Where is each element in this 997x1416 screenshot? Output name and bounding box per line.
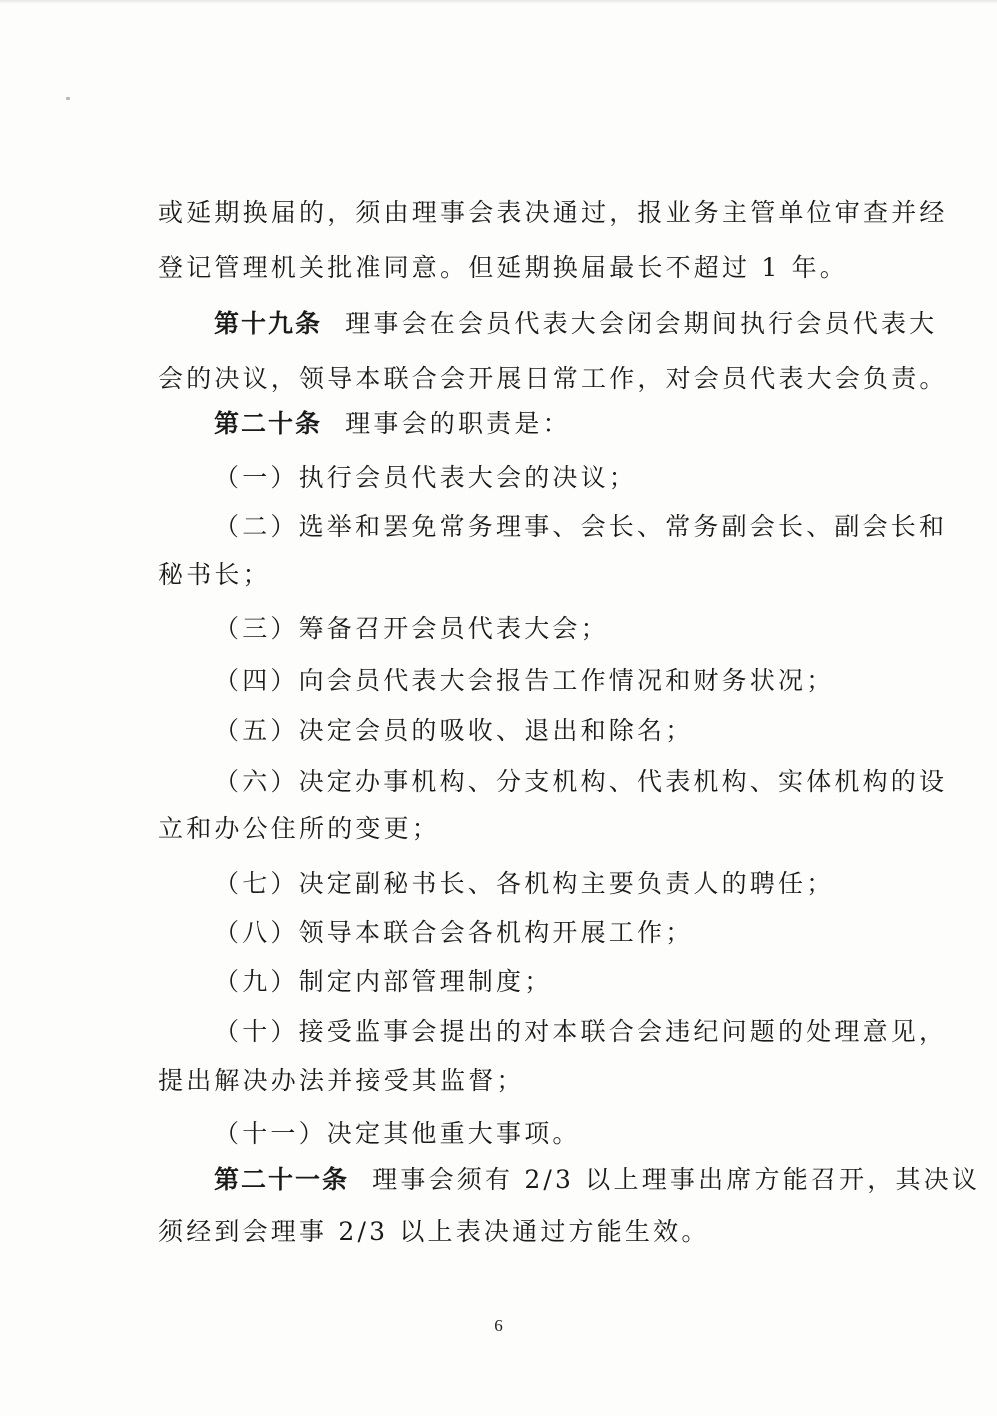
list-item xyxy=(214,510,947,544)
line-text: （十）接受监事会提出的对本联合会违纪问题的处理意见， xyxy=(214,1017,948,1046)
article-number: 第二十条 xyxy=(214,409,323,438)
list-item xyxy=(214,612,609,646)
body-line xyxy=(158,196,948,230)
body-line xyxy=(158,1064,525,1098)
article-number: 第十九条 xyxy=(214,309,323,338)
article-number: 第二十一条 xyxy=(214,1165,350,1194)
line-text: （一）执行会员代表大会的决议； xyxy=(214,463,638,492)
line-text: （九）制定内部管理制度； xyxy=(214,967,553,996)
line-text: 秘书长； xyxy=(158,560,271,589)
line-text: 登记管理机关批准同意。但延期换届最长不超过 1 年。 xyxy=(158,253,849,282)
line-text: 理事会的职责是： xyxy=(345,409,571,438)
list-item xyxy=(214,461,637,495)
page-number: 6 xyxy=(494,1316,503,1335)
body-line xyxy=(158,362,948,396)
line-text: 提出解决办法并接受其监督； xyxy=(158,1066,525,1095)
list-item xyxy=(214,965,552,999)
line-text: （六）决定办事机构、分支机构、代表机构、实体机构的设 xyxy=(214,767,948,796)
line-text: （五）决定会员的吸收、退出和除名； xyxy=(214,716,694,745)
list-item xyxy=(214,867,834,901)
body-line xyxy=(158,812,440,846)
line-text: （三）筹备召开会员代表大会； xyxy=(214,614,609,643)
list-item xyxy=(214,1117,581,1151)
line-text: 立和办公住所的变更； xyxy=(158,814,441,843)
article-21-line xyxy=(214,1163,980,1197)
scan-speck xyxy=(66,97,70,100)
line-text: （八）领导本联合会各机构开展工作； xyxy=(214,918,694,947)
article-20-line xyxy=(214,407,571,441)
list-item xyxy=(214,714,693,748)
line-text: （四）向会员代表大会报告工作情况和财务状况； xyxy=(214,666,835,695)
scan-top-edge xyxy=(0,0,997,4)
line-text: （七）决定副秘书长、各机构主要负责人的聘任； xyxy=(214,869,835,898)
line-text: （十一）决定其他重大事项。 xyxy=(214,1119,581,1148)
body-line xyxy=(158,1215,710,1249)
line-text: （二）选举和罢免常务理事、会长、常务副会长、副会长和 xyxy=(214,512,948,541)
line-text: 会的决议，领导本联合会开展日常工作，对会员代表大会负责。 xyxy=(158,364,948,393)
line-text: 须经到会理事 2/3 以上表决通过方能生效。 xyxy=(158,1217,710,1246)
body-line xyxy=(158,558,271,592)
list-item xyxy=(214,765,947,799)
line-text: 理事会在会员代表大会闭会期间执行会员代表大 xyxy=(345,309,938,338)
line-text: 或延期换届的，须由理事会表决通过，报业务主管单位审查并经 xyxy=(158,198,948,227)
list-item xyxy=(214,664,834,698)
list-item xyxy=(214,916,693,950)
list-item xyxy=(214,1015,947,1049)
article-19-line xyxy=(214,307,937,341)
body-line xyxy=(158,251,848,285)
line-text: 理事会须有 2/3 以上理事出席方能召开，其决议 xyxy=(372,1165,981,1194)
